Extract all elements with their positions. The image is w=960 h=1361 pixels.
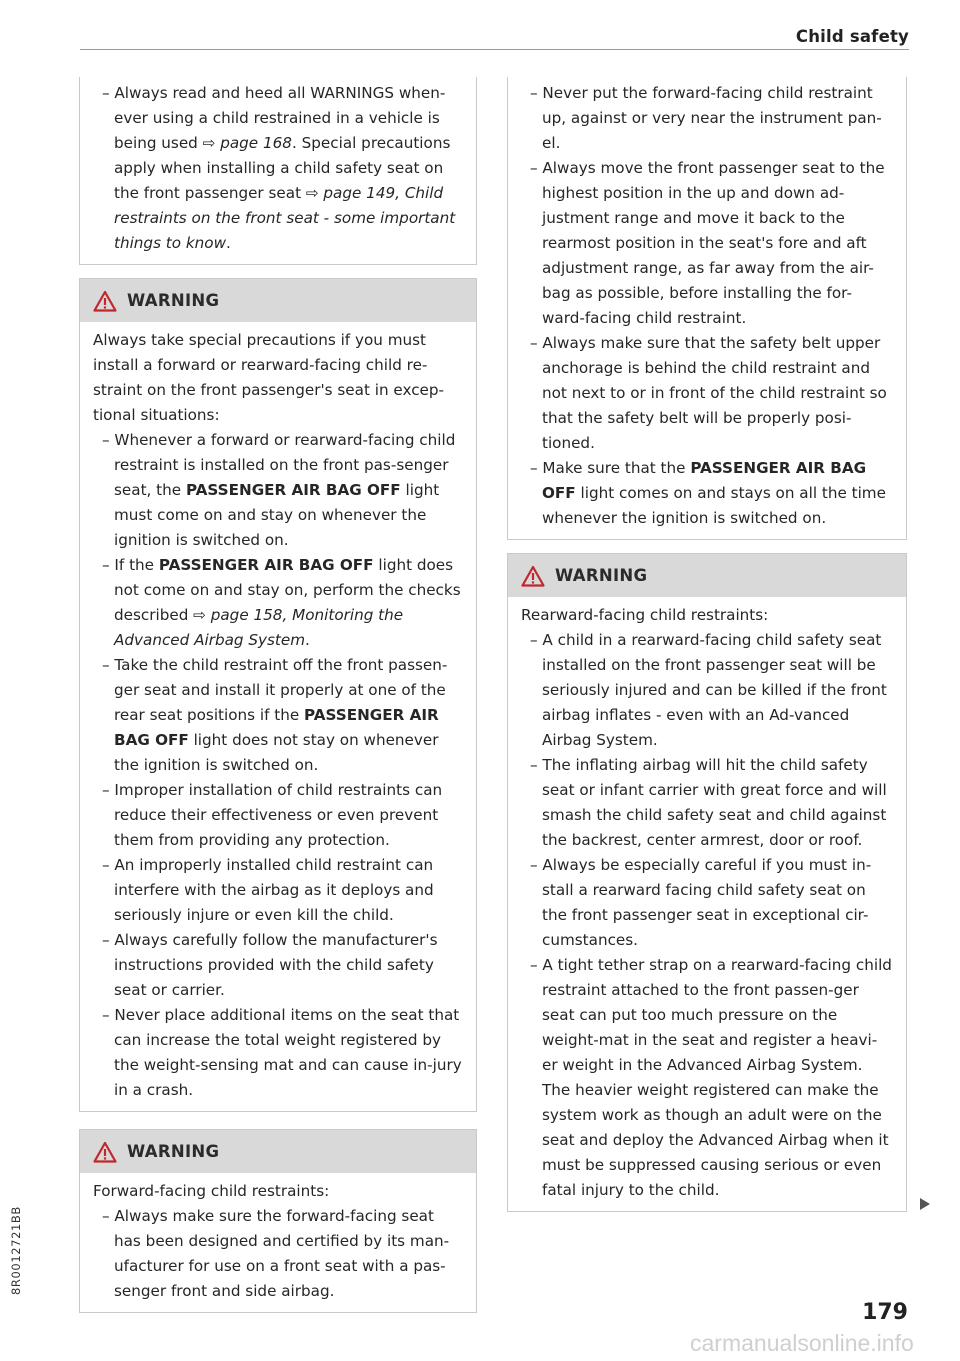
warning-header — [80, 1130, 476, 1173]
list-item: – Always make sure that the safety belt upper anchorage is behind the child restraint and not next to or in front of the child restraint so that the safety belt will be properly posi-tioned. — [530, 334, 887, 452]
continued-note — [507, 77, 907, 540]
document-code: 8R0012721BB — [9, 1206, 23, 1295]
list-item: – Always make sure the forward-facing seat has been designed and certified by its man-ufacturer for use on a front seat with a pas-senger front and side airbag. — [102, 1207, 450, 1300]
watermark: carmanualsonline.info — [690, 1330, 914, 1356]
warning-box — [507, 553, 907, 1212]
list-item: – A tight tether strap on a rearward-facing child restraint attached to the front passen-ger seat can put too much pressure on the weight-mat in the seat and register a heavi-er weight in the Advanced Airbag System. The heavier weight registered can make the system work as though an adult were on the seat and deploy the Advanced Airbag when it must be suppressed causing serious or even fatal injury to the child. — [530, 956, 892, 1199]
warning-body — [80, 1173, 476, 1312]
list-item: – An improperly installed child restraint can interfere with the airbag as it deploys and seriously injure or even kill the child. — [102, 856, 434, 924]
list-item: – Improper installation of child restraints can reduce their effectiveness or even prevent them from providing any protection. — [102, 781, 443, 849]
header-rule — [80, 49, 909, 50]
left-column — [79, 77, 477, 1313]
warning-triangle-icon — [93, 1141, 117, 1163]
precaution-note — [79, 77, 477, 265]
list-item: – Whenever a forward or rearward-facing child restraint is installed on the front pas-senger seat, the PASSENGER AIR BAG OFF light must come on and stay on whenever the ignition is switched on. — [102, 431, 456, 549]
list-item: – If the PASSENGER AIR BAG OFF light does not come on and stay on, perform the checks described ⇨ page 158, Monitoring the Advanced Airbag System. — [102, 556, 461, 649]
list-item: – A child in a rearward-facing child safety seat installed on the front passenger seat will be seriously injured and can be killed if the front airbag inflates - even with an Ad-vanced Airbag System. — [530, 631, 887, 749]
warning-intro: Rearward-facing child restraints: — [521, 606, 769, 624]
warning-intro: Forward-facing child restraints: — [93, 1182, 330, 1200]
warning-box — [79, 1129, 477, 1313]
warning-intro: Always take special precautions if you must install a forward or rearward-facing child re-straint on the front passenger's seat in excep-tional situations: — [93, 331, 445, 424]
warning-header — [80, 279, 476, 322]
warning-triangle-icon — [93, 290, 117, 312]
list-item: – Never place additional items on the seat that can increase the total weight registered by the weight-sensing mat and can cause in-jury in a crash. — [102, 1006, 462, 1099]
warning-body — [508, 597, 906, 1211]
right-column — [507, 77, 907, 1212]
warning-header — [508, 554, 906, 597]
list-item: – Always carefully follow the manufacturer's instructions provided with the child safety seat or carrier. — [102, 931, 438, 999]
section-title: Child safety — [795, 27, 909, 46]
warning-title: WARNING — [127, 1142, 220, 1161]
continue-arrow-icon — [920, 1198, 930, 1210]
page-reference-link[interactable]: ⇨ page 149, Child restraints on the front seat - some important things to know — [114, 184, 456, 252]
warning-triangle-icon — [521, 565, 545, 587]
warning-title: WARNING — [127, 291, 220, 310]
list-item: – The inflating airbag will hit the child safety seat or infant carrier with great force and will smash the child safety seat and child against the backrest, center armrest, door or roof. — [530, 756, 887, 849]
list-item: – Always move the front passenger seat to the highest position in the up and down ad-justment range and move it back to the rearmost position in the seat's fore and aft adjustment range, as far away from the air-bag as possible, before installing the for-ward-facing child restraint. — [530, 159, 885, 327]
page-reference-link[interactable]: ⇨ page 158, Monitoring the Advanced Airbag System — [114, 606, 404, 649]
list-item: – Always read and heed all WARNINGS when-ever using a child restrained in a vehicle is being used ⇨ page 168. Special precautions apply when installing a child safety seat on the front passenger seat ⇨ page 149, Child restraints on the front seat - some important things to know. — [102, 84, 456, 252]
list-item: – Always be especially careful if you must in-stall a rearward facing child safety seat on the front passenger seat in exceptional cir-cumstances. — [530, 856, 872, 949]
list-item: – Never put the forward-facing child restraint up, against or very near the instrument pan-el. — [530, 84, 882, 152]
warning-title: WARNING — [555, 566, 648, 585]
list-item: – Make sure that the PASSENGER AIR BAG OFF light comes on and stays on all the time whenever the ignition is switched on. — [530, 459, 886, 527]
warning-body — [80, 322, 476, 1111]
page-reference-link[interactable]: ⇨ page 168 — [202, 134, 292, 152]
page-number: 179 — [862, 1300, 908, 1325]
warning-box — [79, 278, 477, 1112]
list-item: – Take the child restraint off the front passen-ger seat and install it properly at one of the rear seat positions if the PASSENGER AIR BAG OFF light does not stay on whenever the ignition is switched on. — [102, 656, 448, 774]
